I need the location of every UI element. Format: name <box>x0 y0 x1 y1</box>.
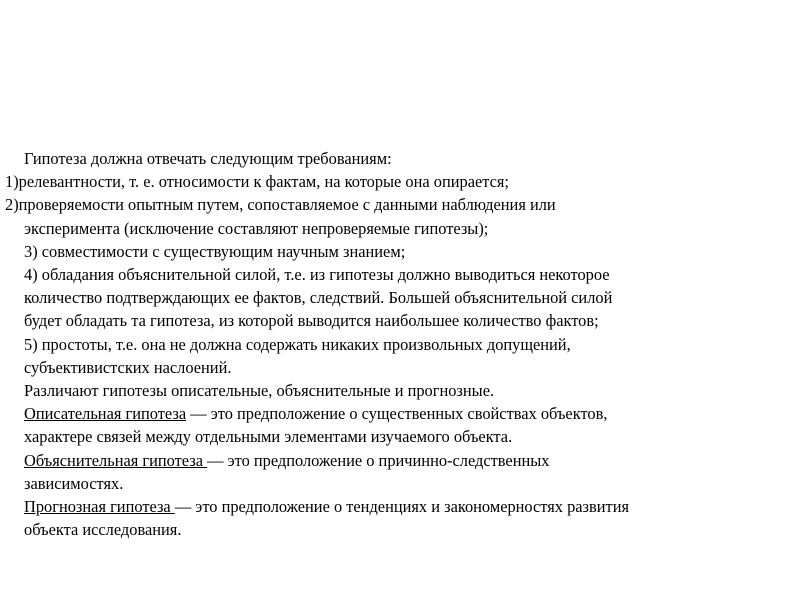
text-line <box>0 518 790 541</box>
line-text: будет обладать та гипотеза, из которой выводится наибольшее количество фактов; <box>24 311 599 331</box>
underlined-term: Прогнозная гипотеза <box>24 497 175 517</box>
text-line <box>0 425 790 448</box>
list-item <box>0 193 790 216</box>
line-text: — это предположение о причинно-следственных <box>207 450 550 470</box>
line-text: зависимостях. <box>24 473 124 493</box>
line-text: релевантности, т. е. относимости к фактам, на которые она опирается; <box>18 172 509 192</box>
line-text: — это предположение о тенденциях и закономерностях развития <box>174 497 630 517</box>
text-line <box>0 147 790 170</box>
line-text: Гипотеза должна отвечать следующим требованиям: <box>24 149 392 168</box>
slide-text-block <box>0 147 790 541</box>
text-line <box>0 286 790 309</box>
line-text: — это предположение о существенных свойствах объектов, <box>186 404 608 424</box>
line-text: 5) простоты, т.е. она не должна содержать никаких произвольных допущений, <box>24 334 571 354</box>
definition-line <box>0 495 790 518</box>
text-line <box>0 263 790 286</box>
line-text: 3) совместимости с существующим научным знанием; <box>24 241 406 261</box>
list-item <box>0 170 790 193</box>
line-text: количество подтверждающих ее фактов, следствий. Большей объяснительной силой <box>24 288 613 308</box>
definition-line <box>0 449 790 472</box>
text-line <box>0 333 790 356</box>
text-line <box>0 472 790 495</box>
line-text: проверяемости опытным путем, сопоставляемое с данными наблюдения или <box>18 195 556 215</box>
line-text: характере связей между отдельными элементами изучаемого объекта. <box>24 427 513 447</box>
underlined-term: Объяснительная гипотеза <box>24 450 208 470</box>
list-number: 2) <box>5 195 19 215</box>
text-line <box>0 379 790 402</box>
line-text: 4) обладания объяснительной силой, т.е. из гипотезы должно выводиться некоторое <box>24 265 610 285</box>
text-line <box>0 217 790 240</box>
line-text: Различают гипотезы описательные, объяснительные и прогнозные. <box>24 381 495 401</box>
underlined-term: Описательная гипотеза <box>24 404 187 424</box>
line-text: объекта исследования. <box>24 520 182 540</box>
list-number: 1) <box>5 172 19 192</box>
text-line <box>0 309 790 332</box>
line-text: субъективистских наслоений. <box>24 357 232 377</box>
line-text: эксперимента (исключение составляют непроверяемые гипотезы); <box>24 218 489 238</box>
text-line <box>0 356 790 379</box>
text-line <box>0 240 790 263</box>
definition-line <box>0 402 790 425</box>
